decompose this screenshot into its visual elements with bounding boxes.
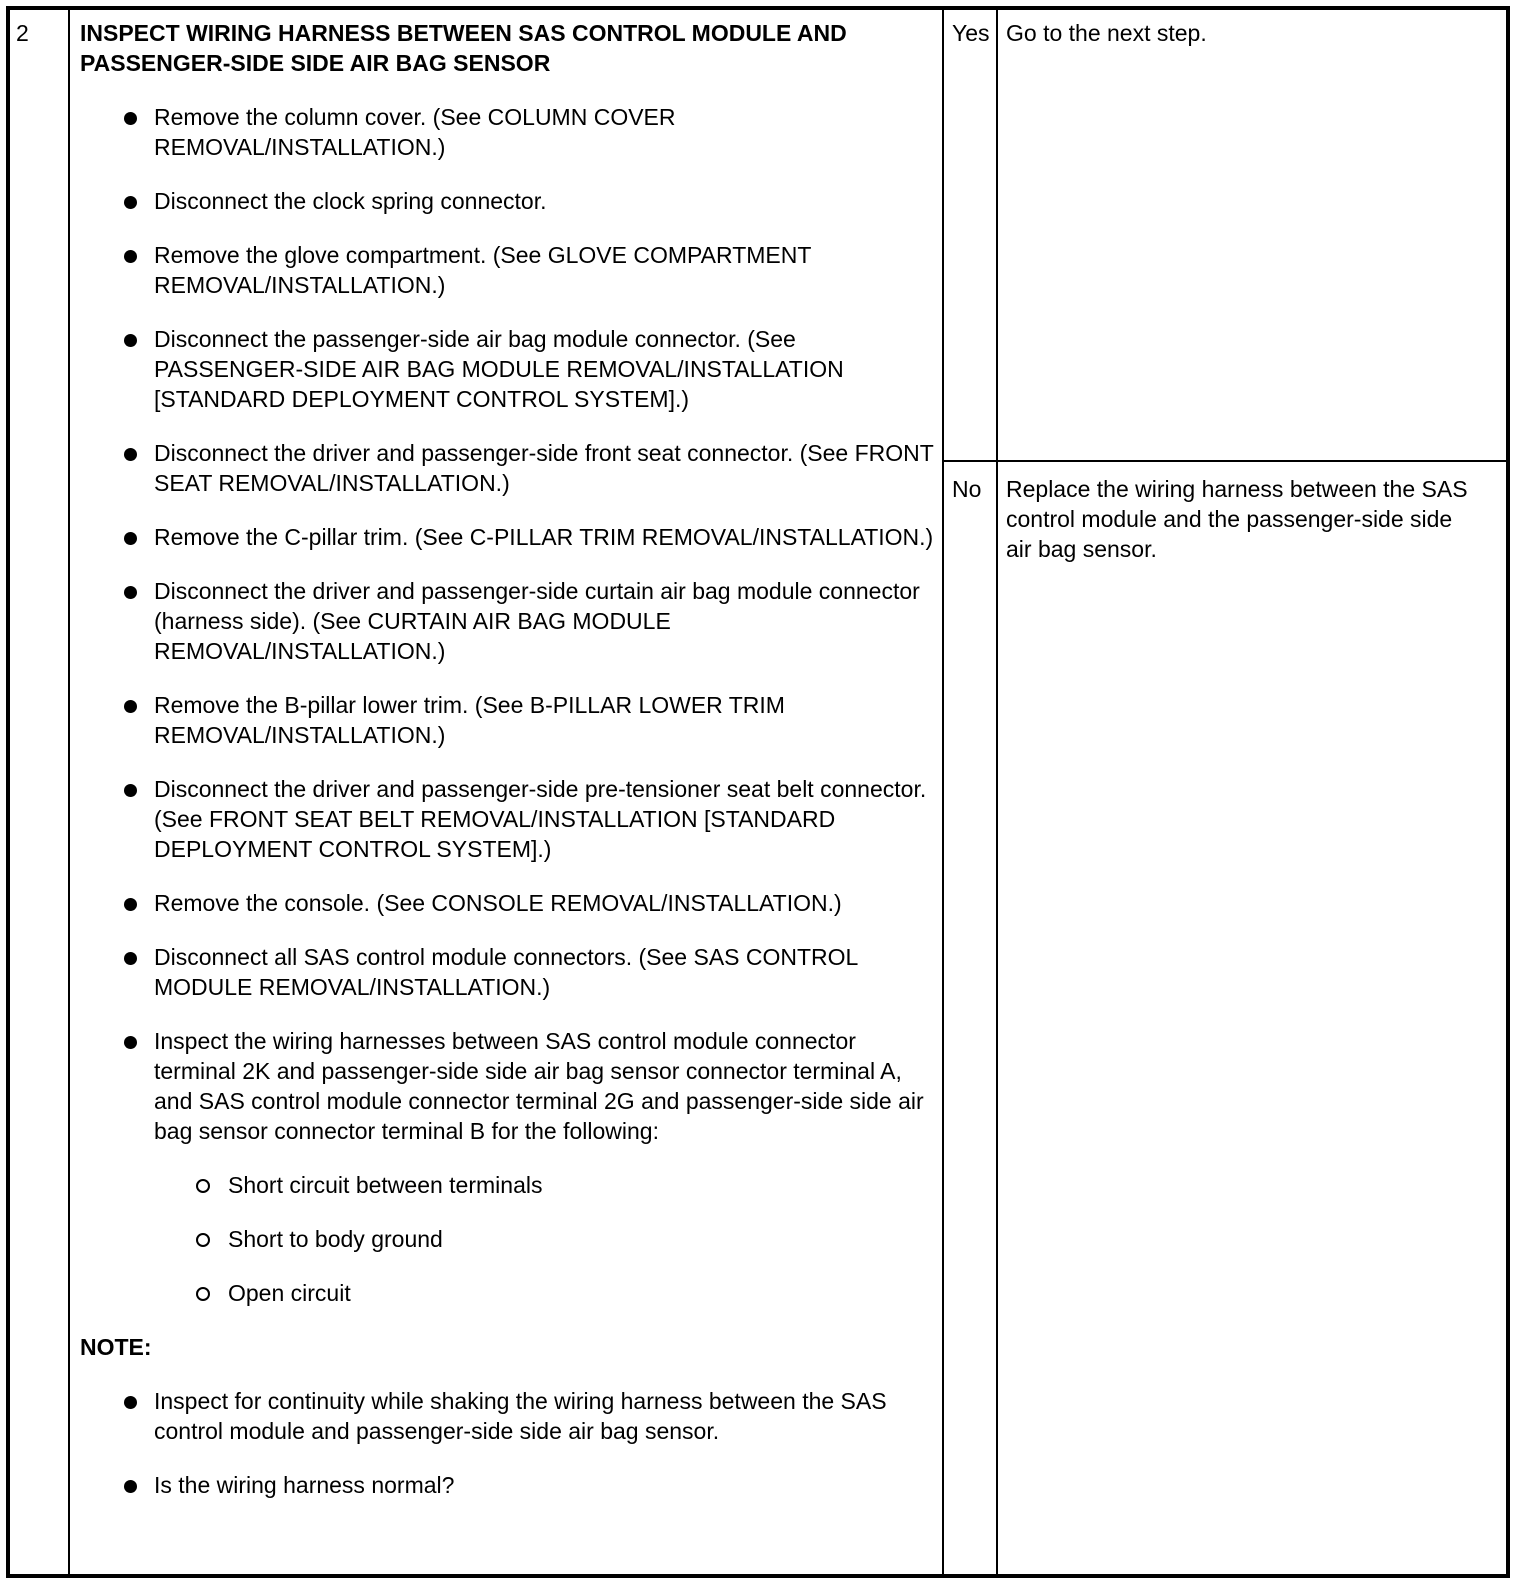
step-number: 2 [16, 20, 29, 46]
column-divider-answer [942, 10, 944, 1574]
bullet-icon [124, 1396, 137, 1409]
sub-list-item [154, 1278, 940, 1308]
column-divider-action [996, 10, 998, 1574]
list-item-text: Disconnect the driver and passenger-side pre-tensioner seat belt connector. (See FRONT SEAT BELT REMOVAL/INSTALLATION [STANDARD DEPLOYMENT CONTROL SYSTEM].) [154, 776, 927, 862]
list-item [80, 1386, 940, 1446]
circle-bullet-icon [196, 1287, 210, 1301]
bullet-icon [124, 784, 137, 797]
bullet-icon [124, 952, 137, 965]
list-item-text: Remove the glove compartment. (See GLOVE COMPARTMENT REMOVAL/INSTALLATION.) [154, 242, 812, 298]
list-item-text: Remove the console. (See CONSOLE REMOVAL/INSTALLATION.) [154, 890, 842, 916]
bullet-icon [124, 898, 137, 911]
sub-list-item-text: Open circuit [228, 1280, 351, 1306]
bullet-icon [124, 112, 137, 125]
bullet-icon [124, 586, 137, 599]
list-item [80, 942, 940, 1002]
list-item-text: Is the wiring harness normal? [154, 1472, 455, 1498]
list-item [80, 324, 940, 414]
list-item [80, 186, 940, 216]
procedure-list [80, 102, 940, 1308]
list-item [80, 774, 940, 864]
yes-label: Yes [952, 20, 990, 46]
sub-list-item-text: Short to body ground [228, 1226, 443, 1252]
sub-list-item-text: Short circuit between terminals [228, 1172, 543, 1198]
bullet-icon [124, 250, 137, 263]
list-item [80, 1026, 940, 1308]
bullet-icon [124, 532, 137, 545]
list-item [80, 102, 940, 162]
list-item-text: Remove the column cover. (See COLUMN COVER REMOVAL/INSTALLATION.) [154, 104, 676, 160]
list-item-text: Disconnect the driver and passenger-side curtain air bag module connector (harness side). (See CURTAIN AIR BAG MODULE REMOVAL/INSTALLATION.) [154, 578, 920, 664]
list-item-text: Disconnect the clock spring connector. [154, 188, 547, 214]
circle-bullet-icon [196, 1179, 210, 1193]
bullet-icon [124, 1480, 137, 1493]
list-item-text: Disconnect all SAS control module connectors. (See SAS CONTROL MODULE REMOVAL/INSTALLATION.) [154, 944, 858, 1000]
list-item-text: Inspect for continuity while shaking the wiring harness between the SAS control module and passenger-side side air bag sensor. [154, 1388, 887, 1444]
row-divider-yes-no [942, 460, 1506, 462]
sub-list-item [154, 1224, 940, 1254]
list-item [80, 690, 940, 750]
bullet-icon [124, 334, 137, 347]
list-item [80, 240, 940, 300]
list-item [80, 576, 940, 666]
sub-list-item [154, 1170, 940, 1200]
step-content [80, 18, 940, 1524]
list-item-text: Disconnect the passenger-side air bag module connector. (See PASSENGER-SIDE AIR BAG MODULE REMOVAL/INSTALLATION [STANDARD DEPLOYMENT CONTROL SYSTEM].) [154, 326, 844, 412]
list-item-text: Inspect the wiring harnesses between SAS control module connector terminal 2K and passenger-side side air bag sensor connector terminal A, and SAS control module connector terminal 2G and passenger-side side air bag sensor connector terminal B for the following: [154, 1028, 924, 1144]
inspection-sublist [154, 1170, 940, 1308]
list-item [80, 888, 940, 918]
column-divider-step [68, 10, 70, 1574]
no-label: No [952, 476, 982, 502]
list-item-text: Remove the B-pillar lower trim. (See B-PILLAR LOWER TRIM REMOVAL/INSTALLATION.) [154, 692, 785, 748]
no-action: Replace the wiring harness between the SAS control module and the passenger-side side air bag sensor. [1006, 476, 1468, 562]
note-list [80, 1386, 940, 1500]
procedure-table [6, 6, 1510, 1578]
bullet-icon [124, 196, 137, 209]
bullet-icon [124, 700, 137, 713]
list-item [80, 522, 940, 552]
yes-action: Go to the next step. [1006, 20, 1207, 46]
circle-bullet-icon [196, 1233, 210, 1247]
bullet-icon [124, 1036, 137, 1049]
bullet-icon [124, 448, 137, 461]
step-title: INSPECT WIRING HARNESS BETWEEN SAS CONTROL MODULE AND PASSENGER-SIDE SIDE AIR BAG SENSOR [80, 20, 847, 76]
note-label: NOTE: [80, 1334, 152, 1360]
list-item-text: Remove the C-pillar trim. (See C-PILLAR TRIM REMOVAL/INSTALLATION.) [154, 524, 934, 550]
list-item [80, 1470, 940, 1500]
list-item-text: Disconnect the driver and passenger-side front seat connector. (See FRONT SEAT REMOVAL/INSTALLATION.) [154, 440, 934, 496]
list-item [80, 438, 940, 498]
